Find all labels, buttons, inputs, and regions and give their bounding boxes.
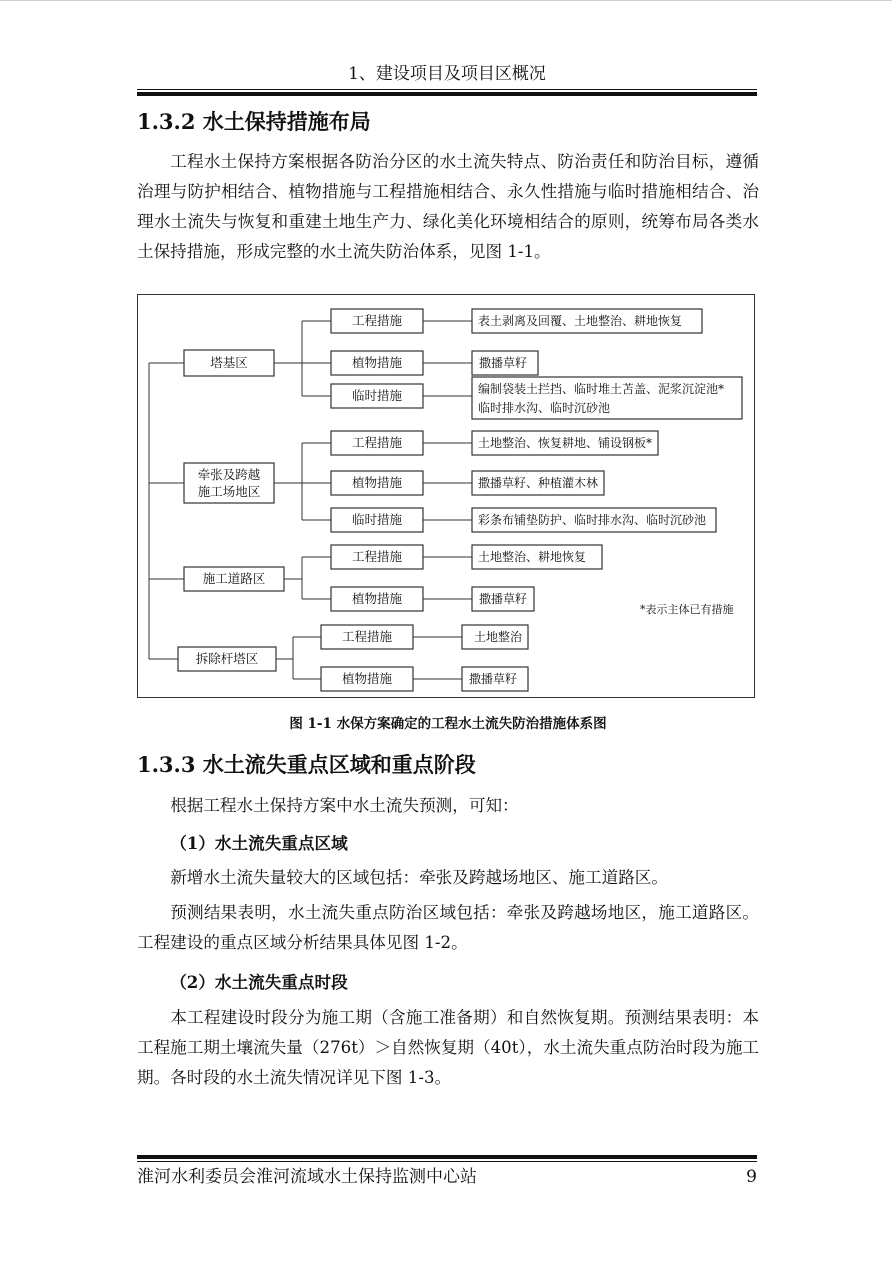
zone-label: 塔基区	[210, 355, 248, 370]
zone-label: 拆除杆塔区	[195, 651, 259, 666]
detail-text: 彩条布铺垫防护、临时排水沟、临时沉砂池	[478, 513, 707, 527]
running-header: 1、建设项目及项目区概况	[348, 64, 546, 84]
figure-caption: 图 1-1 水保方案确定的工程水土流失防治措施体系图	[289, 716, 607, 732]
measure-label: 工程措施	[341, 629, 393, 644]
footer-rule	[137, 1161, 757, 1162]
footer-rule-thick	[137, 1155, 757, 1159]
page-number: 9	[746, 1167, 757, 1187]
subheading-key-areas: （1）水土流失重点区域	[170, 833, 348, 853]
detail-text: 土地整治	[474, 630, 523, 644]
figure-note: *表示主体已有措施	[640, 603, 734, 616]
detail-text: 撒播草籽	[479, 356, 528, 370]
measure-label: 植物措施	[341, 671, 393, 686]
header-rule-thick	[137, 92, 757, 96]
detail-text: 编制袋装土拦挡、临时堆土苫盖、泥浆沉淀池*	[478, 382, 725, 396]
measure-label: 植物措施	[351, 475, 403, 490]
key-areas-result: 预测结果表明，水土流失重点防治区域包括：牵张及跨越场地区，施工道路区。工程建设的重点区域分析结果具体见图 1-2。	[137, 903, 759, 952]
zone-label: 施工道路区	[202, 571, 266, 586]
measure-label: 植物措施	[351, 355, 403, 370]
section-heading-1-3-3: 1.3.3 水土流失重点区域和重点阶段	[137, 752, 476, 777]
subheading-key-periods: （2）水土流失重点时段	[170, 972, 348, 992]
measure-label: 临时措施	[351, 512, 403, 527]
measure-label: 临时措施	[351, 388, 403, 403]
detail-text: 撒播草籽	[479, 592, 528, 606]
detail-text: 土地整治、耕地恢复	[478, 550, 587, 564]
zone-label: 牵张及跨越	[197, 467, 261, 482]
detail-text: 撒播草籽	[469, 672, 518, 686]
measure-label: 工程措施	[351, 313, 403, 328]
footer-organization: 淮河水利委员会淮河流域水土保持监测中心站	[137, 1167, 477, 1187]
measure-label: 工程措施	[351, 435, 403, 450]
diagram-canvas	[138, 295, 756, 699]
key-periods-paragraph: 本工程建设时段分为施工期（含施工准备期）和自然恢复期。预测结果表明：本工程施工期土壤流失量（276t）＞自然恢复期（40t），水土流失重点防治时段为施工期。各时段的水土流失情况详见下图 1-3。	[137, 1008, 760, 1087]
detail-text: 表土剥离及回覆、土地整治、耕地恢复	[478, 314, 683, 328]
header-rule	[137, 89, 757, 90]
measure-label: 植物措施	[351, 591, 403, 606]
section-intro: 根据工程水土保持方案中水土流失预测，可知：	[170, 796, 519, 815]
section-paragraph: 工程水土保持方案根据各防治分区的水土流失特点、防治责任和防治目标，遵循治理与防护相结合、植物措施与工程措施相结合、永久性措施与临时措施相结合、治理水土流失与恢复和重建土地生产力、绿化美化环境相结合的原则，统筹布局各类水土保持措施，形成完整的水土流失防治体系，见图 1-1。	[137, 152, 759, 261]
measure-system-diagram	[137, 294, 755, 698]
detail-text: 撒播草籽、种植灌木林	[478, 476, 599, 490]
key-areas-paragraph: 新增水土流失量较大的区域包括：牵张及跨越场地区、施工道路区。	[170, 868, 668, 887]
measure-label: 工程措施	[351, 549, 403, 564]
section-heading-1-3-2: 1.3.2 水土保持措施布局	[137, 109, 371, 134]
zone-label: 施工场地区	[197, 484, 261, 499]
detail-text: 临时排水沟、临时沉砂池	[478, 401, 611, 415]
page-top-edge	[0, 0, 892, 1]
detail-text: 土地整治、恢复耕地、铺设钢板*	[478, 436, 653, 450]
